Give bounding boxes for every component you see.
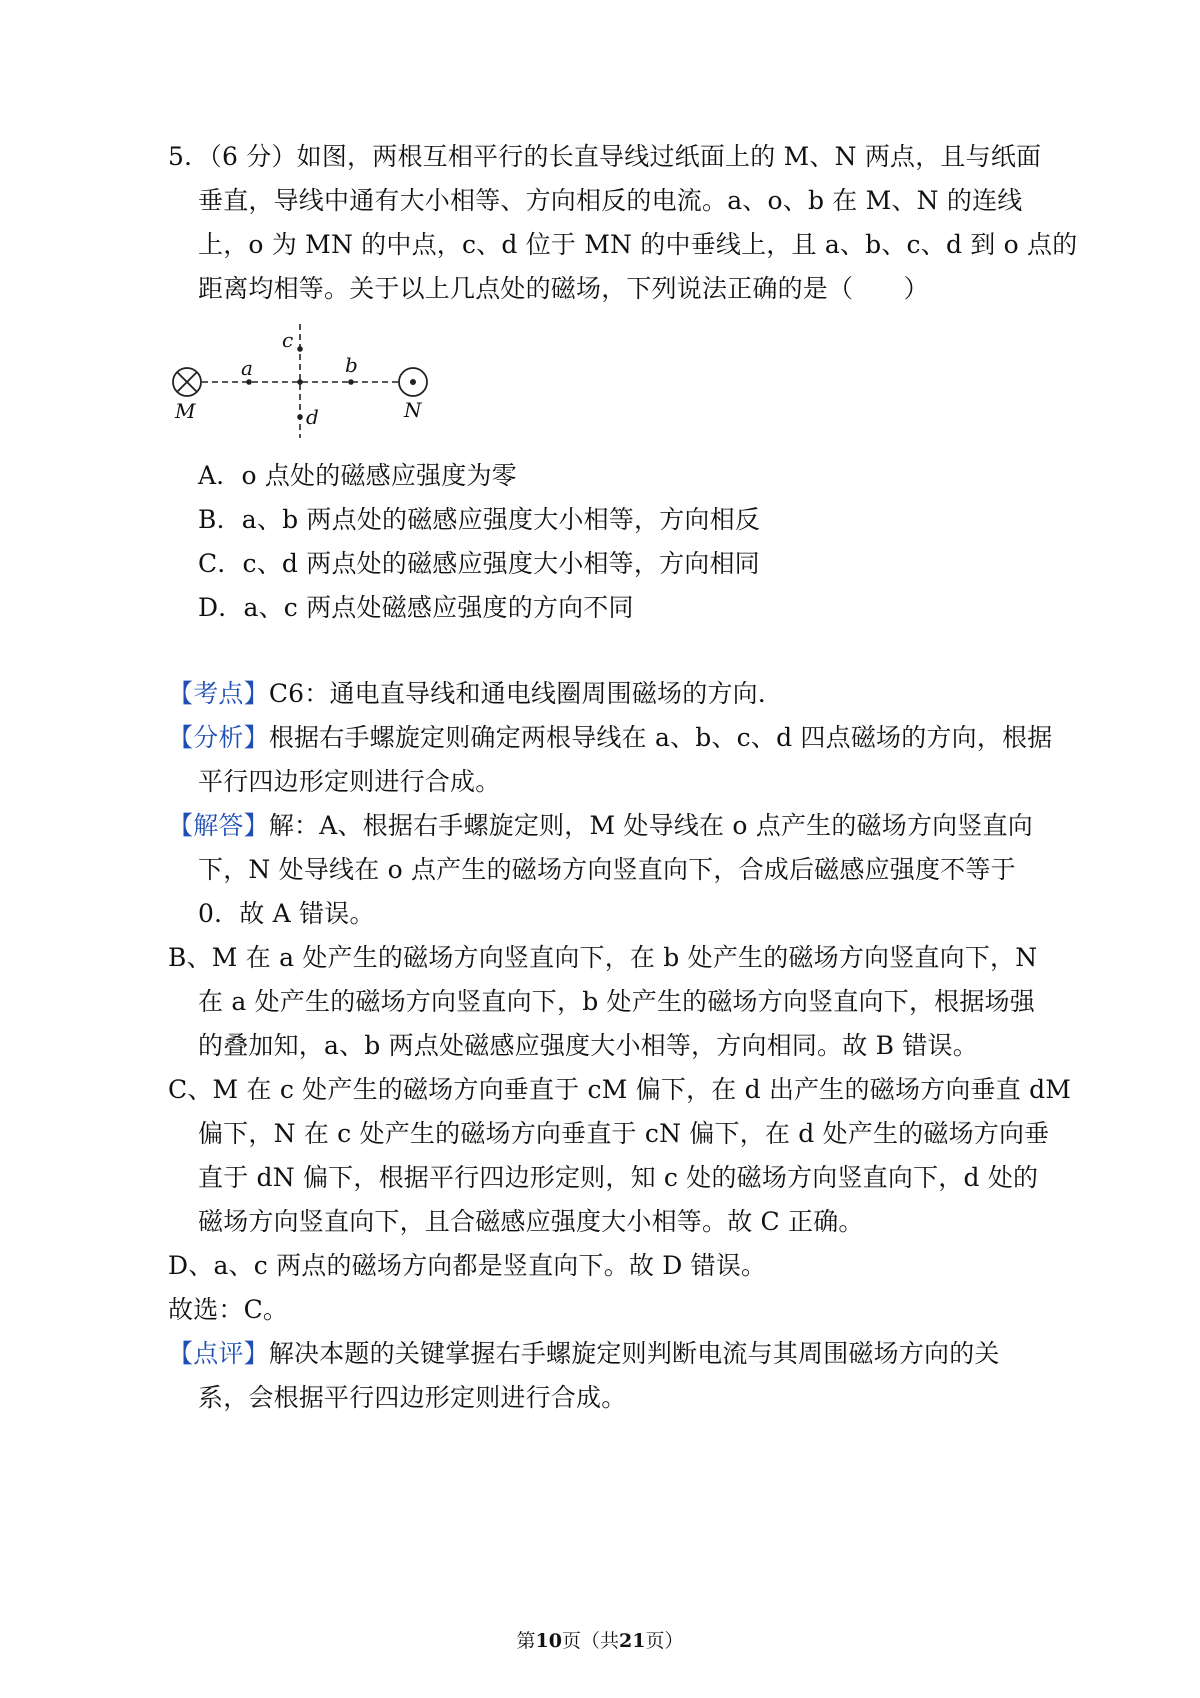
jieda-line-6: 的叠加知，a、b 两点处磁感应强度大小相等，方向相同。故 B 错误。 bbox=[198, 1031, 978, 1060]
option-a: A．o 点处的磁感应强度为零 bbox=[198, 461, 517, 490]
jieda-line-5: 在 a 处产生的磁场方向竖直向下，b 处产生的磁场方向竖直向下，根据场强 bbox=[198, 987, 1035, 1016]
fenxi-tag: 【分析】 bbox=[168, 723, 269, 752]
answer-line: 故选：C。 bbox=[168, 1295, 289, 1324]
jieda-line-1 bbox=[168, 809, 1033, 843]
label-c: c bbox=[282, 328, 294, 352]
label-a: a bbox=[241, 356, 253, 380]
question-line-2: 垂直，导线中通有大小相等、方向相反的电流。a、o、b 在 M、N 的连线 bbox=[198, 186, 1023, 215]
jieda-line-3: 0．故 A 错误。 bbox=[198, 899, 375, 928]
dianping-tag: 【点评】 bbox=[168, 1339, 269, 1368]
page-footer bbox=[0, 1628, 1200, 1654]
option-b: B．a、b 两点处的磁感应强度大小相等，方向相反 bbox=[198, 505, 761, 534]
point-o bbox=[297, 379, 303, 385]
dianping-line-1 bbox=[168, 1337, 1000, 1371]
jieda-text-1: 解：A、根据右手螺旋定则，M 处导线在 o 点产生的磁场方向竖直向 bbox=[268, 811, 1033, 840]
jieda-line-4: B、M 在 a 处产生的磁场方向竖直向下，在 b 处产生的磁场方向竖直向下，N bbox=[168, 943, 1038, 972]
kaodian-tag: 【考点】 bbox=[168, 679, 269, 708]
jieda-line-7: C、M 在 c 处产生的磁场方向垂直于 cM 偏下，在 d 出产生的磁场方向垂直 dM bbox=[168, 1075, 1072, 1104]
point-b bbox=[348, 379, 354, 385]
label-m: M bbox=[175, 399, 196, 423]
point-d bbox=[297, 414, 303, 420]
point-c bbox=[297, 346, 303, 352]
question-line-4: 距离均相等。关于以上几点处的磁场，下列说法正确的是（ ） bbox=[198, 274, 929, 303]
footer-total-pages: 21 bbox=[619, 1630, 646, 1652]
fenxi-text-1: 根据右手螺旋定则确定两根导线在 a、b、c、d 四点磁场的方向，根据 bbox=[268, 723, 1053, 752]
wire-m-into-page-icon bbox=[173, 368, 201, 396]
kaodian-line bbox=[168, 677, 783, 711]
option-c: C．c、d 两点处的磁感应强度大小相等，方向相同 bbox=[198, 549, 760, 578]
jieda-line-8: 偏下，N 在 c 处产生的磁场方向垂直于 cN 偏下，在 d 处产生的磁场方向垂 bbox=[198, 1119, 1050, 1148]
fenxi-line-2: 平行四边形定则进行合成。 bbox=[198, 767, 501, 796]
question-line-1: 5．（6 分）如图，两根互相平行的长直导线过纸面上的 M、N 两点，且与纸面 bbox=[168, 142, 1042, 171]
jieda-line-10: 磁场方向竖直向下，且合磁感应强度大小相等。故 C 正确。 bbox=[198, 1207, 864, 1236]
footer-page-number: 10 bbox=[535, 1630, 562, 1652]
jieda-line-11: D、a、c 两点的磁场方向都是竖直向下。故 D 错误。 bbox=[168, 1251, 767, 1280]
wire-n-out-of-page-icon bbox=[399, 368, 427, 396]
jieda-tag: 【解答】 bbox=[168, 811, 269, 840]
dianping-line-2: 系，会根据平行四边形定则进行合成。 bbox=[198, 1383, 627, 1412]
dianping-text-1: 解决本题的关键掌握右手螺旋定则判断电流与其周围磁场方向的关 bbox=[268, 1339, 1000, 1368]
label-n: N bbox=[404, 398, 422, 422]
point-a bbox=[246, 379, 252, 385]
jieda-line-2: 下，N 处导线在 o 点产生的磁场方向竖直向下，合成后磁感应强度不等于 bbox=[198, 855, 1016, 884]
magnetic-field-figure bbox=[160, 320, 450, 445]
label-d: d bbox=[306, 405, 319, 429]
jieda-line-9: 直于 dN 偏下，根据平行四边形定则，知 c 处的磁场方向竖直向下，d 处的 bbox=[198, 1163, 1039, 1192]
footer-middle: 页（共 bbox=[561, 1630, 619, 1652]
question-line-3: 上，o 为 MN 的中点，c、d 位于 MN 的中垂线上，且 a、b、c、d 到 o 点的 bbox=[198, 230, 1078, 259]
kaodian-text: C6：通电直导线和通电线圈周围磁场的方向． bbox=[268, 679, 784, 708]
footer-suffix: 页） bbox=[645, 1630, 684, 1652]
fenxi-line-1 bbox=[168, 721, 1052, 755]
label-b: b bbox=[345, 353, 358, 377]
footer-prefix: 第 bbox=[516, 1630, 536, 1652]
option-d: D．a、c 两点处磁感应强度的方向不同 bbox=[198, 593, 634, 622]
